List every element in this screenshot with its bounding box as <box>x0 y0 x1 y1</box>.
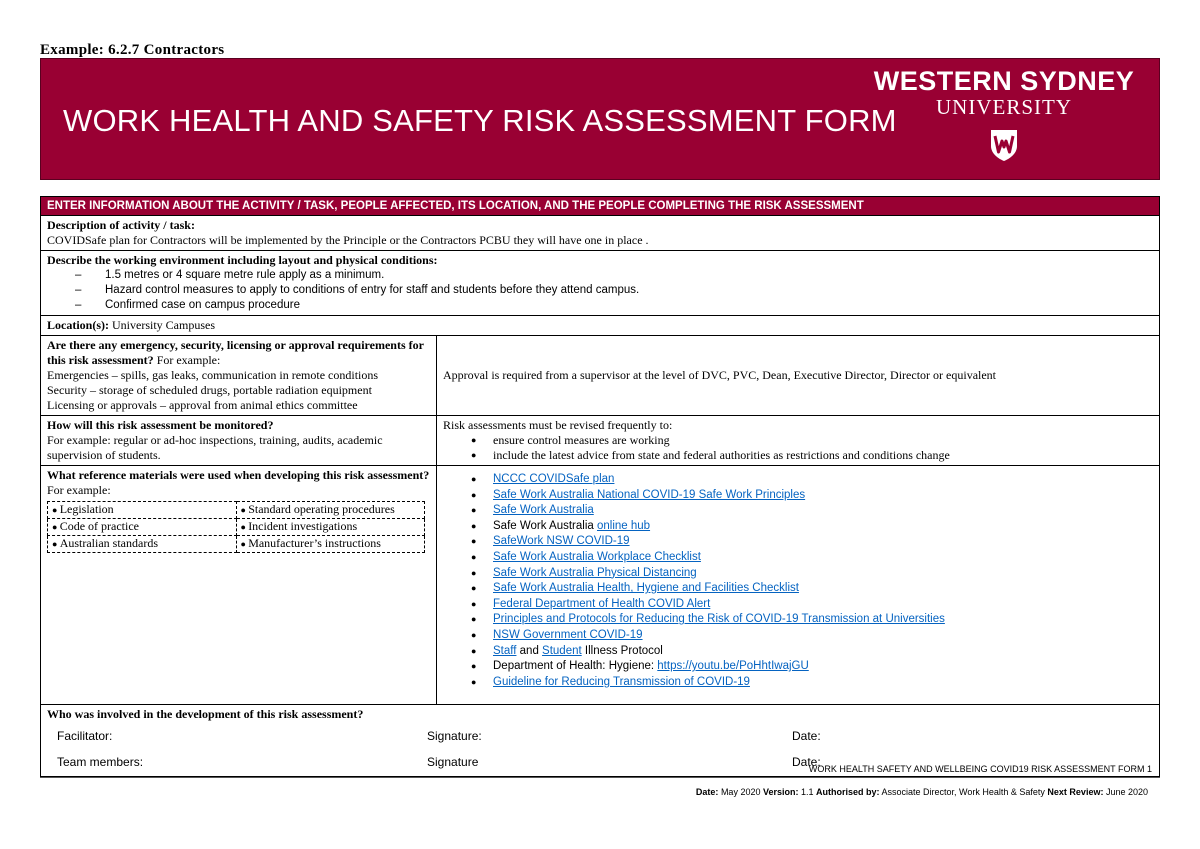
shield-icon <box>989 128 1019 162</box>
emergency-example: Emergencies – spills, gas leaks, communication in remote conditions <box>47 368 379 382</box>
location-value: University Campuses <box>112 318 215 332</box>
footer-form-title: WORK HEALTH SAFETY AND WELLBEING COVID19 RISK ASSESSMENT FORM 1 <box>808 764 1152 774</box>
example-label: Example: 6.2.7 Contractors <box>40 42 225 58</box>
reference-type: ● Australian standards <box>48 536 237 553</box>
emergency-answer: Approval is required from a supervisor at the level of DVC, PVC, Dean, Executive Director, Director or equivalent <box>443 368 997 382</box>
signature-label: Signature <box>427 754 479 769</box>
footer-divider <box>40 777 1160 778</box>
risk-assessment-form <box>40 196 1160 777</box>
reference-text: Department of Health: Hygiene: <box>493 660 658 673</box>
environment-item: – 1.5 metres or 4 square metre rule apply as a minimum. <box>75 268 1153 283</box>
reference-link[interactable]: online hub <box>596 519 651 532</box>
team-members-label: Team members: <box>57 754 144 769</box>
description-label: Description of activity / task: <box>47 218 195 232</box>
reference-type: ● Code of practice <box>48 519 237 536</box>
footer-review-label: Next Review: <box>1047 787 1104 797</box>
footer-authorised-value: Associate Director, Work Health & Safety <box>879 787 1048 797</box>
reference-link[interactable]: Federal Department of Health COVID Alert <box>493 597 711 610</box>
description-value: COVIDSafe plan for Contractors will be implemented by the Principle or the Contractors PCBU they will have one in place . <box>47 233 649 247</box>
references-row <box>41 465 1159 704</box>
footer-version-value: 1.1 <box>798 787 816 797</box>
footer-date-value: May 2020 <box>718 787 763 797</box>
reference-link[interactable]: Guideline for Reducing Transmission of COVID-19 <box>493 675 750 688</box>
emergency-row <box>41 335 1159 415</box>
reference-link[interactable]: NCCC COVIDSafe plan <box>493 473 615 485</box>
reference-link[interactable]: Principles and Protocols for Reducing the Risk of COVID-19 Transmission at Universities <box>493 613 945 626</box>
reference-link[interactable]: Safe Work Australia <box>493 504 594 517</box>
environment-label: Describe the working environment including layout and physical conditions: <box>47 253 438 267</box>
reference-type: ● Manufacturer’s instructions <box>236 536 425 553</box>
monitoring-answer-intro: Risk assessments must be revised frequently to: <box>443 418 673 432</box>
description-row <box>41 215 1159 250</box>
form-title: WORK HEALTH AND SAFETY RISK ASSESSMENT FORM <box>63 103 897 138</box>
facilitator-label: Facilitator: <box>57 728 113 743</box>
reference-type: ● Legislation <box>48 502 237 519</box>
involved-label: Who was involved in the development of this risk assessment? <box>47 707 364 722</box>
environment-item: – Hazard control measures to apply to conditions of entry for staff and students before they attend campus. <box>75 283 1153 298</box>
monitoring-row <box>41 415 1159 465</box>
date-label: Date: <box>792 754 821 769</box>
reference-link[interactable]: SafeWork NSW COVID-19 <box>493 535 630 548</box>
signature-label: Signature: <box>427 728 482 743</box>
location-label: Location(s): <box>47 318 109 332</box>
emergency-example: Licensing or approvals – approval from animal ethics committee <box>47 398 358 412</box>
emergency-question: Are there any emergency, security, licensing or approval requirements for this risk assessment? <box>47 338 424 367</box>
environment-list <box>47 268 1153 313</box>
reference-type: ● Standard operating procedures <box>236 502 425 519</box>
reference-text: Illness Protocol <box>581 644 663 657</box>
emergency-example: Security – storage of scheduled drugs, portable radiation equipment <box>47 383 372 397</box>
footer-date-label: Date: <box>695 787 719 797</box>
logo-text-secondary: UNIVERSITY <box>936 95 1072 119</box>
reference-link[interactable]: Staff <box>493 644 517 657</box>
references-question: What reference materials were used when developing this risk assessment? <box>47 468 430 482</box>
facilitator-line <box>47 726 1153 746</box>
monitoring-answer: ● include the latest advice from state and federal authorities as restrictions and conditions change <box>471 448 1153 463</box>
monitoring-example: For example: regular or ad-hoc inspections, training, audits, academic supervision of students. <box>47 433 383 462</box>
reference-text: Safe Work Australia <box>493 519 597 532</box>
environment-item: – Confirmed case on campus procedure <box>75 298 1153 313</box>
section-header: ENTER INFORMATION ABOUT THE ACTIVITY / TASK, PEOPLE AFFECTED, ITS LOCATION, AND THE PEOPLE COMPLETING THE RISK ASSESSMENT <box>41 197 1159 215</box>
reference-text: and <box>516 644 543 657</box>
reference-link[interactable]: https://youtu.be/PoHhtIwajGU <box>657 660 809 673</box>
footer-authorised-label: Authorised by: <box>816 787 880 797</box>
university-logo <box>873 67 1135 162</box>
reference-type: ● Incident investigations <box>236 519 425 536</box>
location-row <box>41 315 1159 335</box>
footer-meta <box>696 787 1148 797</box>
reference-link[interactable]: Safe Work Australia National COVID-19 Safe Work Principles <box>493 488 806 501</box>
footer-version-label: Version: <box>762 787 799 797</box>
reference-link[interactable]: NSW Government COVID-19 <box>493 628 643 641</box>
title-banner <box>40 58 1160 180</box>
date-label: Date: <box>792 728 821 743</box>
emergency-example-intro: For example: <box>156 353 221 367</box>
footer-review-value: June 2020 <box>1103 787 1148 797</box>
reference-links-list <box>443 472 1153 690</box>
reference-link[interactable]: Student <box>542 644 582 657</box>
logo-text-primary: WESTERN SYDNEY <box>873 66 1135 96</box>
reference-link[interactable]: Safe Work Australia Health, Hygiene and Facilities Checklist <box>493 582 799 595</box>
monitoring-answer: ● ensure control measures are working <box>471 433 1153 448</box>
environment-row <box>41 250 1159 315</box>
reference-link[interactable]: Safe Work Australia Workplace Checklist <box>493 550 701 563</box>
reference-link[interactable]: Safe Work Australia Physical Distancing <box>493 566 697 579</box>
reference-types-table <box>47 501 425 553</box>
references-example-intro: For example: <box>47 483 111 497</box>
monitoring-answer-list <box>443 433 1153 463</box>
monitoring-question: How will this risk assessment be monitored? <box>47 418 274 432</box>
